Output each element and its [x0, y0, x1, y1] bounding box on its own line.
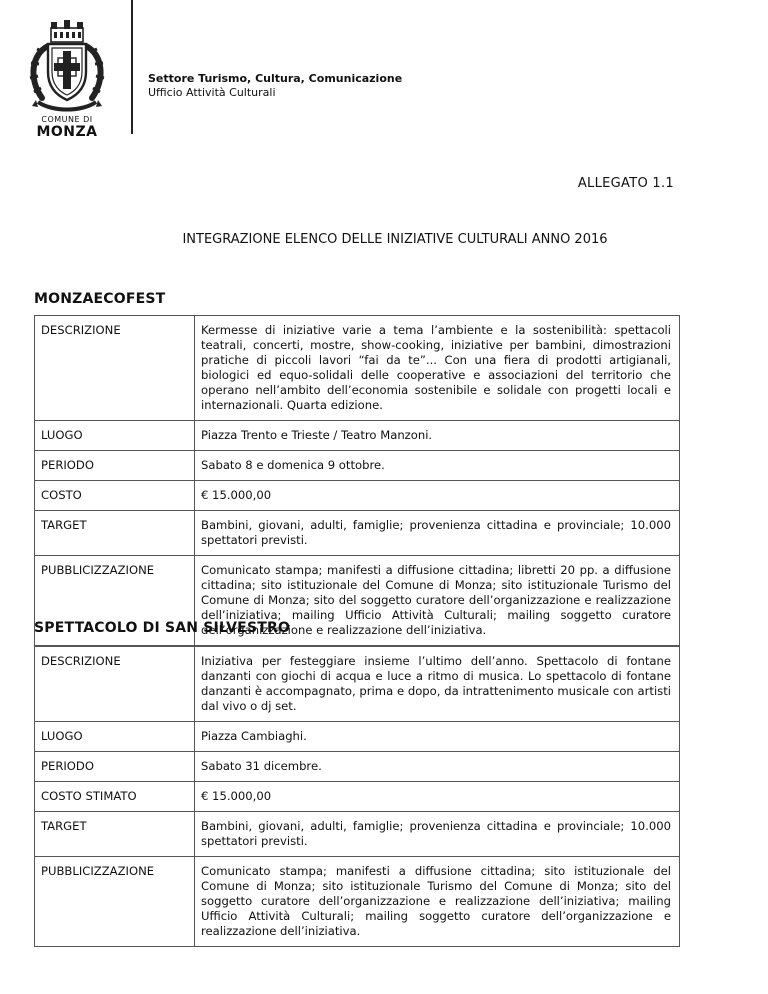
row-key: PUBBLICIZZAZIONE	[35, 857, 195, 947]
row-value: Comunicato stampa; manifesti a diffusione cittadina; sito istituzionale del Comune di Monza; sito istituzionale Turismo del Comune di Monza; sito del soggetto curatore dell’organizzazione e realizzazione dell’iniziativa; mailing Ufficio Attività Culturali; mailing soggetto curatore dell’organizzazione e realizzazione dell’iniziativa.	[195, 857, 680, 947]
row-key: PERIODO	[35, 451, 195, 481]
row-key: COSTO	[35, 481, 195, 511]
department-name: Settore Turismo, Cultura, Comunicazione	[148, 72, 403, 85]
row-key: TARGET	[35, 812, 195, 857]
row-value: Iniziativa per festeggiare insieme l’ultimo dell’anno. Spettacolo di fontane danzanti con giochi di acqua e luce a ritmo di musica. Lo spettacolo di fontane danzanti è accompagnato, prima e dopo, da intrattenimento musicale con artisti dal vivo o dj set.	[195, 647, 680, 722]
row-key: PERIODO	[35, 752, 195, 782]
table-row	[35, 857, 680, 947]
header-divider	[131, 0, 133, 134]
row-value: Sabato 31 dicembre.	[195, 752, 680, 782]
comune-di-monza-logo	[18, 18, 116, 140]
office-name: Ufficio Attività Culturali	[148, 86, 276, 99]
table-row	[35, 511, 680, 556]
table-row	[35, 812, 680, 857]
row-value: Bambini, giovani, adulti, famiglie; provenienza cittadina e provinciale; 10.000 spettatori previsti.	[195, 812, 680, 857]
info-table-monzaecofest	[34, 315, 680, 646]
row-value: € 15.000,00	[195, 481, 680, 511]
row-key: COSTO STIMATO	[35, 782, 195, 812]
row-value: Comunicato stampa; manifesti a diffusione cittadina; libretti 20 pp. a diffusione cittadina; sito istituzionale del Comune di Monza; sito istituzionale Turismo del Comune di Monza; sito del soggetto curatore dell’organizzazione e realizzazione dell’iniziativa; mailing Ufficio Attività Culturali; mailing soggetto curatore dell’organizzazione e realizzazione dell’iniziativa.	[195, 556, 680, 646]
table-row	[35, 421, 680, 451]
row-value: Piazza Cambiaghi.	[195, 722, 680, 752]
table-row	[35, 481, 680, 511]
table-row	[35, 316, 680, 421]
logo-line-1: COMUNE DI	[41, 115, 93, 124]
table-row	[35, 647, 680, 722]
coat-of-arms-icon	[18, 18, 116, 118]
section-title-spettacolo-san-silvestro: SPETTACOLO DI SAN SILVESTRO	[34, 620, 291, 636]
logo-line-2: MONZA	[36, 124, 98, 140]
row-value: Sabato 8 e domenica 9 ottobre.	[195, 451, 680, 481]
allegato-label: ALLEGATO 1.1	[577, 176, 674, 191]
document-title	[0, 232, 768, 247]
row-value: Piazza Trento e Trieste / Teatro Manzoni.	[195, 421, 680, 451]
row-key: LUOGO	[35, 421, 195, 451]
table-row	[35, 451, 680, 481]
row-value: € 15.000,00	[195, 782, 680, 812]
row-key: TARGET	[35, 511, 195, 556]
section-title-monzaecofest: MONZAECOFEST	[34, 291, 166, 307]
row-key: DESCRIZIONE	[35, 316, 195, 421]
row-value: Bambini, giovani, adulti, famiglie; provenienza cittadina e provinciale; 10.000 spettatori previsti.	[195, 511, 680, 556]
table-row	[35, 722, 680, 752]
table-row	[35, 752, 680, 782]
row-key: DESCRIZIONE	[35, 647, 195, 722]
row-key: PUBBLICIZZAZIONE	[35, 556, 195, 646]
row-key: LUOGO	[35, 722, 195, 752]
header-block	[148, 72, 402, 100]
info-table-spettacolo-san-silvestro	[34, 646, 680, 947]
row-value: Kermesse di iniziative varie a tema l’ambiente e la sostenibilità: spettacoli teatrali, concerti, mostre, show-cooking, iniziative per bambini, dimostrazioni pratiche di piccoli lavori “fai da te”... Con una fiera di prodotti artigianali, biologici ed equo-solidali delle cooperative e associazioni del territorio che operano nell’ambito dell’economia sostenibile e solidale con progetti locali e internazionali. Quarta edizione.	[195, 316, 680, 421]
document-title-text: INTEGRAZIONE ELENCO DELLE INIZIATIVE CULTURALI ANNO 2016	[182, 232, 608, 247]
table-row	[35, 782, 680, 812]
